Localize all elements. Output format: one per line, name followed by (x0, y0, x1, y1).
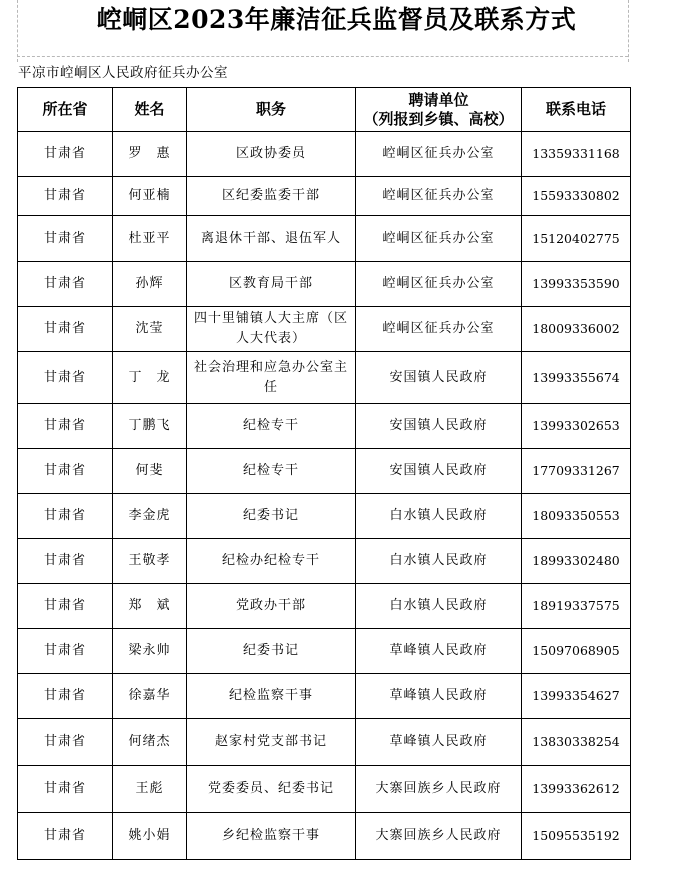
cell-name: 李金虎 (113, 494, 187, 539)
cell-province: 甘肃省 (18, 629, 113, 674)
cell-phone: 13359331168 (522, 132, 631, 177)
cell-position: 纪检专干 (187, 449, 356, 494)
cell-phone: 13993362612 (522, 766, 631, 813)
cell-phone: 15593330802 (522, 177, 631, 216)
cell-unit: 安国镇人民政府 (356, 352, 522, 404)
cell-name: 丁鹏飞 (113, 404, 187, 449)
cell-position: 赵家村党支部书记 (187, 719, 356, 766)
cell-phone: 13993355674 (522, 352, 631, 404)
cell-province: 甘肃省 (18, 132, 113, 177)
cell-unit: 白水镇人民政府 (356, 494, 522, 539)
cell-unit: 大寨回族乡人民政府 (356, 766, 522, 813)
cell-province: 甘肃省 (18, 813, 113, 860)
cell-name: 孙辉 (113, 262, 187, 307)
cell-unit: 崆峒区征兵办公室 (356, 132, 522, 177)
cell-name: 徐嘉华 (113, 674, 187, 719)
cell-unit: 崆峒区征兵办公室 (356, 307, 522, 352)
cell-name: 沈莹 (113, 307, 187, 352)
cell-name: 何绪杰 (113, 719, 187, 766)
table-row (18, 584, 631, 629)
cell-phone: 13993353590 (522, 262, 631, 307)
cell-position: 区纪委监委干部 (187, 177, 356, 216)
header-unit (356, 88, 522, 132)
cell-unit: 崆峒区征兵办公室 (356, 262, 522, 307)
cell-phone: 18919337575 (522, 584, 631, 629)
cell-name: 丁 龙 (113, 352, 187, 404)
page-title: 崆峒区2023年廉洁征兵监督员及联系方式 (96, 5, 577, 34)
table-row (18, 177, 631, 216)
table-row (18, 539, 631, 584)
table-row (18, 813, 631, 860)
cell-name: 何斐 (113, 449, 187, 494)
cell-province: 甘肃省 (18, 766, 113, 813)
cell-name: 郑 斌 (113, 584, 187, 629)
supervisor-table (17, 87, 631, 860)
table-body (18, 132, 631, 860)
cell-name: 杜亚平 (113, 216, 187, 262)
cell-unit: 草峰镇人民政府 (356, 674, 522, 719)
cell-position: 纪检监察干事 (187, 674, 356, 719)
table-row (18, 404, 631, 449)
table-row (18, 674, 631, 719)
cell-province: 甘肃省 (18, 177, 113, 216)
cell-phone: 18009336002 (522, 307, 631, 352)
table-row (18, 307, 631, 352)
header-province: 所在省 (18, 88, 113, 132)
cell-unit: 大寨回族乡人民政府 (356, 813, 522, 860)
table-row (18, 719, 631, 766)
cell-position: 四十里铺镇人大主席（区人大代表） (187, 307, 356, 352)
table-row (18, 262, 631, 307)
cell-phone: 13830338254 (522, 719, 631, 766)
cell-province: 甘肃省 (18, 449, 113, 494)
cell-province: 甘肃省 (18, 404, 113, 449)
cell-unit: 白水镇人民政府 (356, 584, 522, 629)
cell-position: 乡纪检监察干事 (187, 813, 356, 860)
cell-position: 区政协委员 (187, 132, 356, 177)
header-phone: 联系电话 (522, 88, 631, 132)
table-row (18, 216, 631, 262)
table-row (18, 494, 631, 539)
cell-phone: 13993354627 (522, 674, 631, 719)
cell-position: 纪委书记 (187, 629, 356, 674)
cell-name: 梁永帅 (113, 629, 187, 674)
cell-phone: 15097068905 (522, 629, 631, 674)
cell-name: 何亚楠 (113, 177, 187, 216)
cell-phone: 17709331267 (522, 449, 631, 494)
cell-province: 甘肃省 (18, 494, 113, 539)
cell-phone: 18993302480 (522, 539, 631, 584)
cell-position: 纪委书记 (187, 494, 356, 539)
cell-province: 甘肃省 (18, 352, 113, 404)
table-row (18, 352, 631, 404)
issuing-office: 平凉市崆峒区人民政府征兵办公室 (18, 65, 228, 81)
cell-unit: 白水镇人民政府 (356, 539, 522, 584)
cell-province: 甘肃省 (18, 307, 113, 352)
cell-province: 甘肃省 (18, 719, 113, 766)
cell-position: 社会治理和应急办公室主任 (187, 352, 356, 404)
cell-unit: 崆峒区征兵办公室 (356, 177, 522, 216)
table-row (18, 449, 631, 494)
header-unit-line2: （列报到乡镇、高校） (363, 109, 514, 128)
cell-name: 王彪 (113, 766, 187, 813)
cell-province: 甘肃省 (18, 216, 113, 262)
cell-position: 党政办干部 (187, 584, 356, 629)
cell-phone: 15095535192 (522, 813, 631, 860)
cell-province: 甘肃省 (18, 584, 113, 629)
cell-unit: 安国镇人民政府 (356, 449, 522, 494)
cell-phone: 18093350553 (522, 494, 631, 539)
layout-guide-top (17, 56, 628, 57)
cell-position: 党委委员、纪委书记 (187, 766, 356, 813)
cell-name: 罗 惠 (113, 132, 187, 177)
cell-position: 纪检专干 (187, 404, 356, 449)
cell-province: 甘肃省 (18, 262, 113, 307)
header-position: 职务 (187, 88, 356, 132)
cell-position: 纪检办纪检专干 (187, 539, 356, 584)
cell-phone: 13993302653 (522, 404, 631, 449)
cell-unit: 崆峒区征兵办公室 (356, 216, 522, 262)
table-header-row (18, 88, 631, 132)
header-name: 姓名 (113, 88, 187, 132)
table-row (18, 629, 631, 674)
cell-unit: 草峰镇人民政府 (356, 629, 522, 674)
cell-name: 王敬孝 (113, 539, 187, 584)
cell-name: 姚小娟 (113, 813, 187, 860)
cell-unit: 草峰镇人民政府 (356, 719, 522, 766)
cell-province: 甘肃省 (18, 674, 113, 719)
cell-unit: 安国镇人民政府 (356, 404, 522, 449)
cell-position: 区教育局干部 (187, 262, 356, 307)
cell-province: 甘肃省 (18, 539, 113, 584)
cell-position: 离退休干部、退伍军人 (187, 216, 356, 262)
header-unit-line1: 聘请单位 (408, 90, 469, 109)
table-row (18, 766, 631, 813)
cell-phone: 15120402775 (522, 216, 631, 262)
table-row (18, 132, 631, 177)
